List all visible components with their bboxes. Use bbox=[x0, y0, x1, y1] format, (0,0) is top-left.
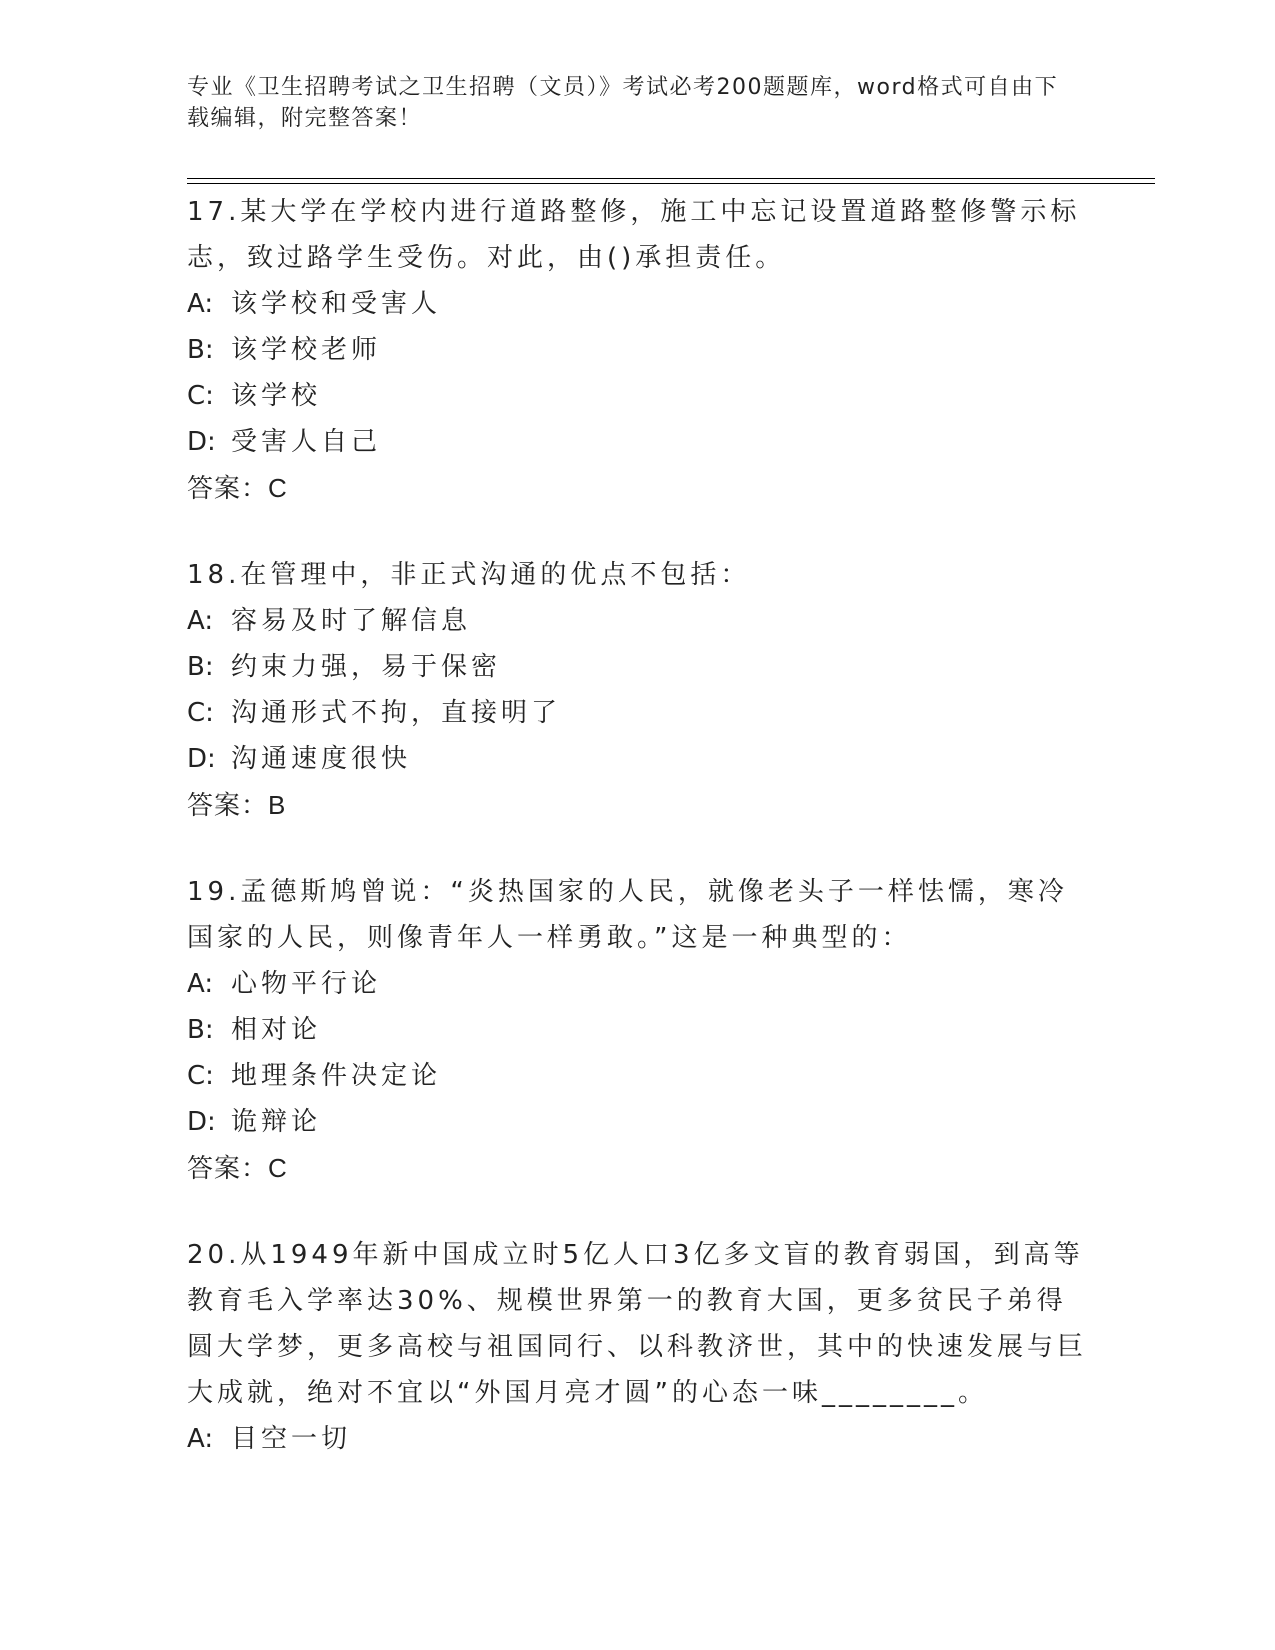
option-key: B: bbox=[187, 652, 214, 682]
question-stem: 20.从1949年新中国成立时5亿人口3亿多文盲的教育弱国，到高等教育毛入学率达30%、规模世界第一的教育大国，更多贫民子弟得圆大学梦，更多高校与祖国同行、以科教济世，其中的快速发展与巨大成就，绝对不宜以“外国月亮才圆”的心态一味________。 bbox=[187, 1240, 1088, 1408]
option-key: D: bbox=[187, 427, 216, 457]
option-text: 地理条件决定论 bbox=[231, 1061, 442, 1091]
option-d bbox=[187, 419, 1087, 465]
option-text: 受害人自己 bbox=[231, 427, 382, 457]
option-key: A: bbox=[187, 289, 214, 319]
question-19 bbox=[187, 869, 1087, 1191]
option-key: B: bbox=[187, 335, 214, 365]
option-key: C: bbox=[187, 698, 214, 728]
option-b bbox=[187, 1007, 1087, 1053]
option-text: 目空一切 bbox=[231, 1424, 352, 1454]
option-a bbox=[187, 961, 1087, 1007]
option-a bbox=[187, 281, 1087, 327]
question-stem: 18.在管理中，非正式沟通的优点不包括： bbox=[187, 560, 751, 590]
option-c bbox=[187, 690, 1087, 736]
option-text: 约束力强，易于保密 bbox=[231, 652, 502, 682]
option-text: 诡辩论 bbox=[231, 1107, 322, 1137]
question-18 bbox=[187, 552, 1087, 828]
option-text: 沟通形式不拘，直接明了 bbox=[231, 698, 562, 728]
option-b bbox=[187, 327, 1087, 373]
answer-line: 答案：C bbox=[187, 473, 288, 503]
question-stem: 17.某大学在学校内进行道路整修，施工中忘记设置道路整修警示标志，致过路学生受伤。对此，由()承担责任。 bbox=[187, 197, 1081, 273]
answer-line: 答案：C bbox=[187, 1153, 288, 1183]
option-a bbox=[187, 598, 1087, 644]
option-c bbox=[187, 1053, 1087, 1099]
option-d bbox=[187, 1099, 1087, 1145]
option-a bbox=[187, 1416, 1087, 1462]
option-text: 该学校老师 bbox=[231, 335, 382, 365]
document-header: 专业《卫生招聘考试之卫生招聘（文员）》考试必考200题题库，word格式可自由下载编辑，附完整答案！ bbox=[187, 75, 1059, 131]
question-20 bbox=[187, 1232, 1087, 1462]
option-b bbox=[187, 644, 1087, 690]
answer-line: 答案：B bbox=[187, 790, 287, 820]
header-rule-top bbox=[187, 178, 1155, 179]
question-17 bbox=[187, 189, 1087, 511]
option-key: D: bbox=[187, 1107, 216, 1137]
option-d bbox=[187, 736, 1087, 782]
option-key: A: bbox=[187, 1424, 214, 1454]
option-key: A: bbox=[187, 969, 214, 999]
option-key: C: bbox=[187, 381, 214, 411]
question-stem: 19.孟德斯鸠曾说：“炎热国家的人民，就像老头子一样怯懦，寒冷国家的人民，则像青年人一样勇敢。”这是一种典型的： bbox=[187, 877, 1068, 953]
option-key: C: bbox=[187, 1061, 214, 1091]
option-c bbox=[187, 373, 1087, 419]
option-key: A: bbox=[187, 606, 214, 636]
option-text: 该学校和受害人 bbox=[231, 289, 442, 319]
question-list bbox=[187, 189, 1087, 1503]
option-key: D: bbox=[187, 744, 216, 774]
option-text: 沟通速度很快 bbox=[231, 744, 412, 774]
option-key: B: bbox=[187, 1015, 214, 1045]
option-text: 容易及时了解信息 bbox=[231, 606, 472, 636]
option-text: 心物平行论 bbox=[231, 969, 382, 999]
option-text: 相对论 bbox=[231, 1015, 322, 1045]
header-rule-bottom bbox=[187, 183, 1155, 184]
option-text: 该学校 bbox=[231, 381, 322, 411]
